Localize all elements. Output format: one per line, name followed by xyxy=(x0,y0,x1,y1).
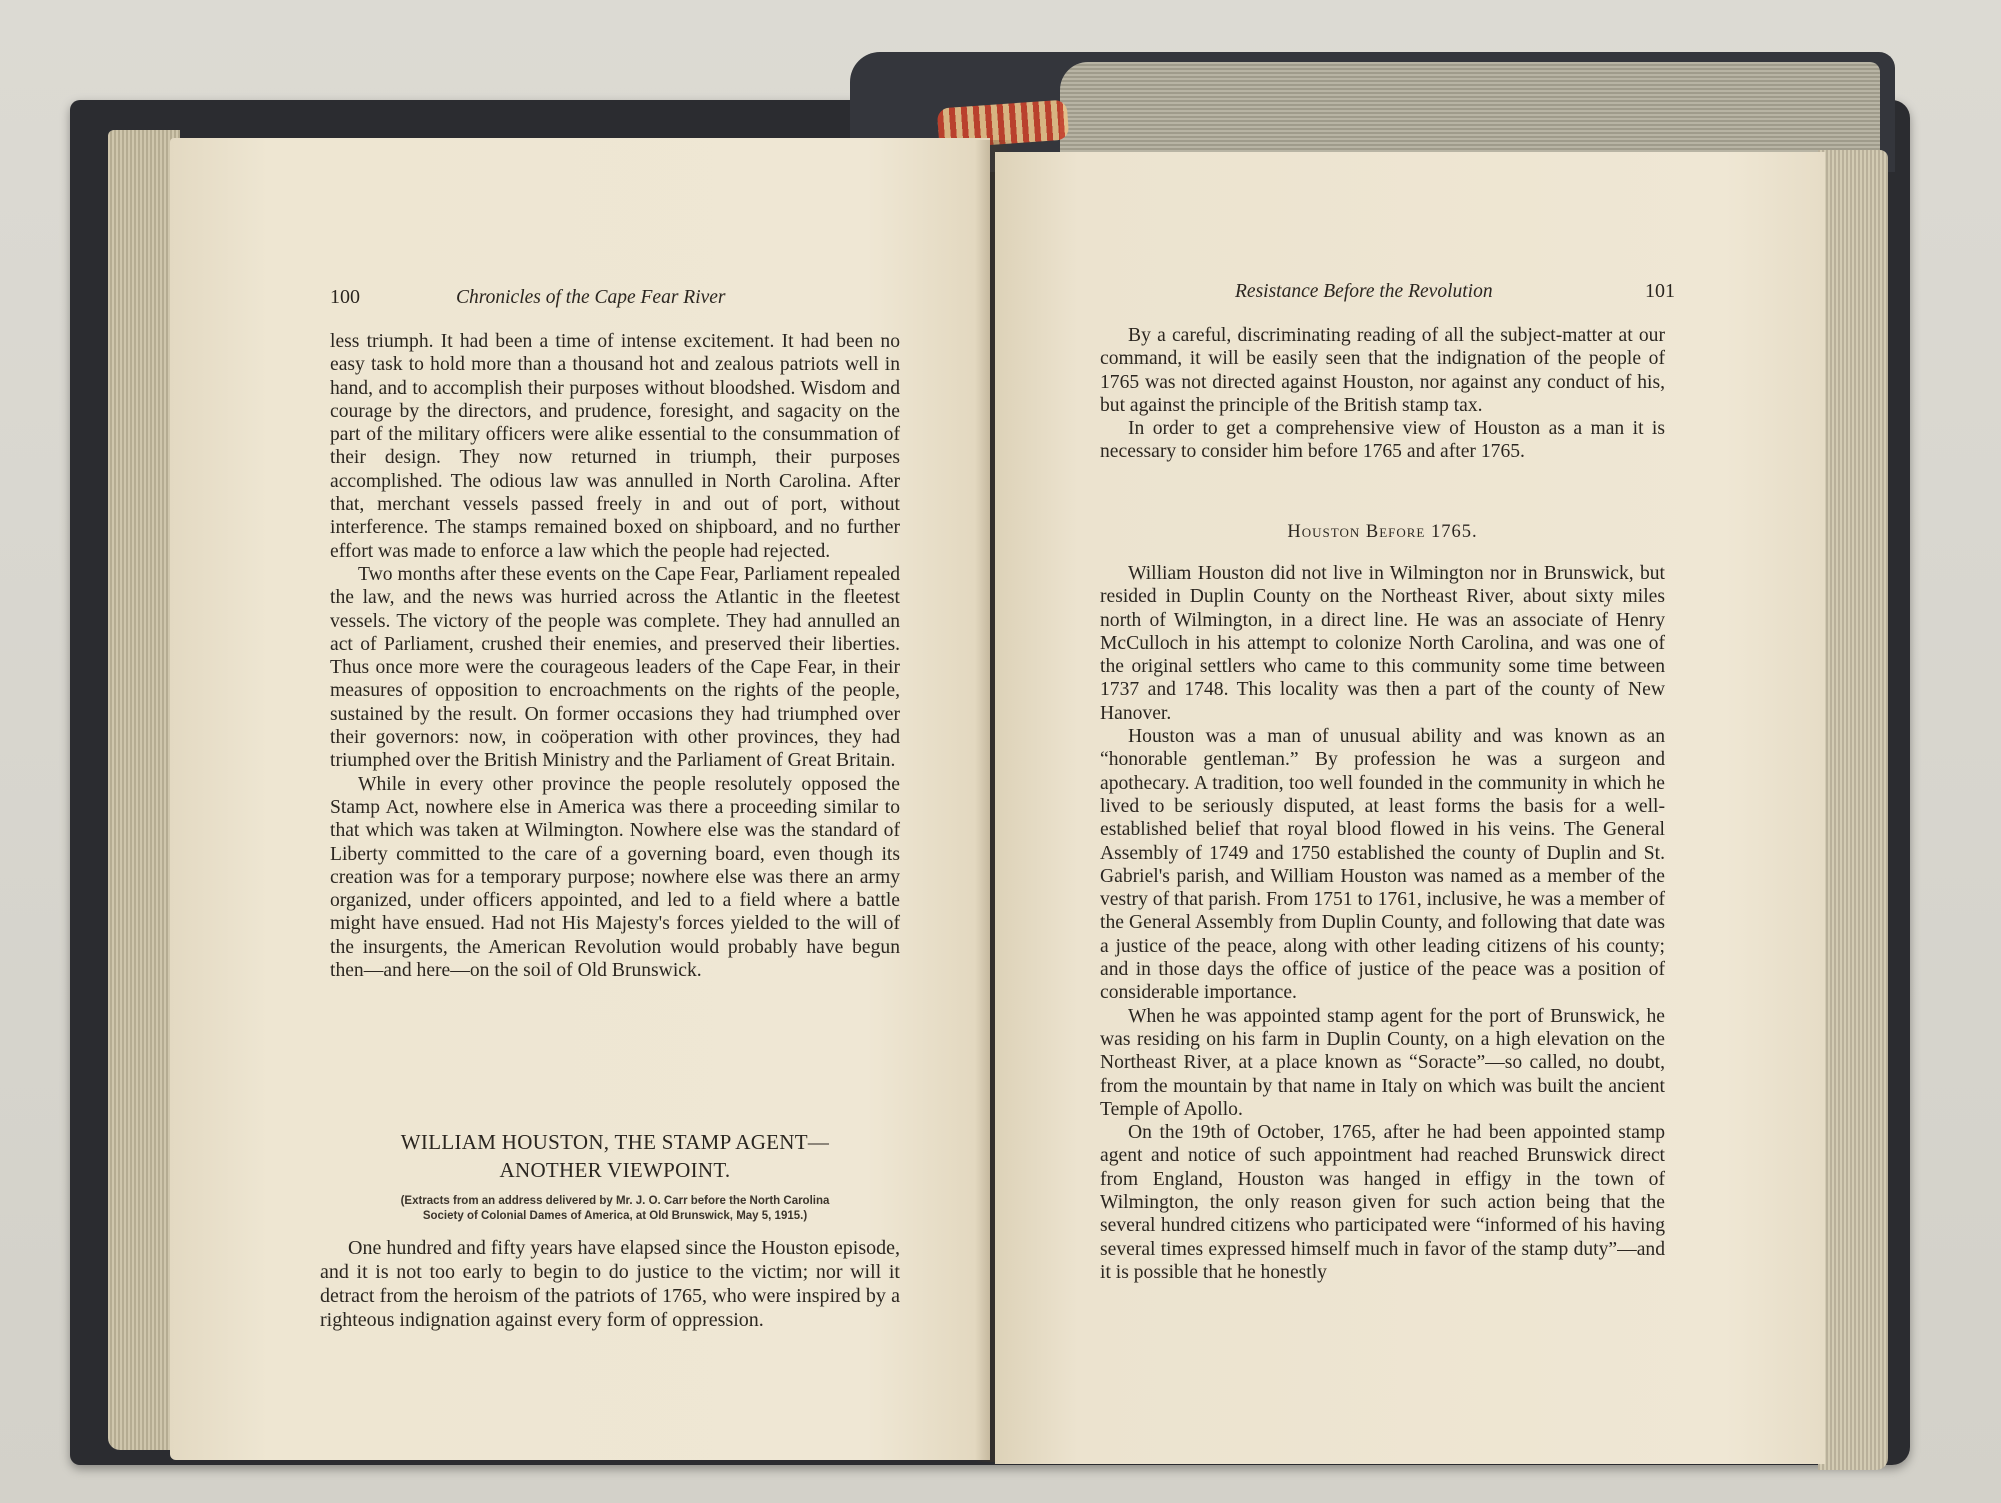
right-paragraph-1: William Houston did not live in Wilmington nor in Brunswick, but resided in Duplin County on the Northeast River, about sixty miles north of Wilmington, in a direct line. He was an associate of Henry McCulloch in his attempt to colonize North Carolina, and was one of the original settlers who came to this community some time between 1737 and 1748. This locality was then a part of the county of New Hanover. xyxy=(1100,563,1665,724)
left-body-text xyxy=(330,330,900,982)
left-paragraph-2: Two months after these events on the Cape Fear, Parliament repealed the law, and the news was hurried across the Atlantic in the fleetest vessels. The victory of the people was complete. They had annulled an act of Parliament, crushed their enemies, and preserved their liberties. Thus once more were the courageous leaders of the Cape Fear, in their measures of opposition to encroachments on the rights of the people, sustained by the result. On former occasions they had triumphed over their governors: now, in coöperation with other provinces, they had triumphed over the British Ministry and the Parliament of Great Britain. xyxy=(330,563,900,772)
left-page-number: 100 xyxy=(330,286,360,308)
subheading: Houston Before 1765. xyxy=(1287,522,1478,542)
right-intro-paragraph-2: In order to get a comprehensive view of Houston as a man it is necessary to consider him before 1765 and after 1765. xyxy=(1100,418,1665,463)
left-closing-paragraph: One hundred and fifty years have elapsed since the Houston episode, and it is not too early to begin to do justice to the victim; nor will it detract from the heroism of the patriots of 1765, who were inspired by a righteous indignation against every form of oppression. xyxy=(320,1237,900,1331)
right-page-number: 101 xyxy=(1645,280,1675,302)
extract-note-line-1: (Extracts from an address delivered by Mr. J. O. Carr before the North Carolina xyxy=(400,1195,830,1207)
section-title-line-1: WILLIAM HOUSTON, THE STAMP AGENT— xyxy=(400,1130,830,1154)
left-running-head: Chronicles of the Cape Fear River xyxy=(456,287,726,308)
left-page-header xyxy=(330,286,970,309)
right-paragraph-2: Houston was a man of unusual ability and was known as an “honorable gentleman.” By profession he was a surgeon and apothecary. A tradition, too well founded in the community in which he lived to be seriously disputed, at least forms the basis for a well-established belief that royal blood flowed in his veins. The General Assembly of 1749 and 1750 established the county of Duplin and St. Gabriel's parish, and William Houston was named as a member of the vestry of that parish. From 1751 to 1761, inclusive, he was a member of the General Assembly from Duplin County, and following that date was a justice of the peace, along with other leading citizens of his county; and in those days the office of justice of the peace was a position of considerable importance. xyxy=(1100,726,1665,1004)
right-intro-paragraph-1: By a careful, discriminating reading of all the subject-matter at our command, it will be easily seen that the indignation of the people of 1765 was not directed against Houston, nor against any conduct of his, but against the principle of the British stamp tax. xyxy=(1100,325,1665,416)
right-paragraph-3: When he was appointed stamp agent for the port of Brunswick, he was residing on his farm in Duplin County, on a high elevation on the Northeast River, at a place known as “Soracte”—so called, no doubt, from the mountain by that name in Italy on which was built the ancient Temple of Apollo. xyxy=(1100,1005,1665,1120)
left-paragraph-1: less triumph. It had been a time of intense excitement. It had been no easy task to hold more than a thousand hot and zealous patriots well in hand, and to accomplish their purposes without bloodshed. Wisdom and courage by the directors, and prudence, foresight, and sagacity on the part of the military officers were alike essential to the consummation of their design. They now returned in triumph, their purposes accomplished. The odious law was annulled in North Carolina. After that, merchant vessels passed freely in and out of port, without interference. The stamps remained boxed on shipboard, and no further effort was made to enforce a law which the people had rejected. xyxy=(330,331,900,562)
left-paragraph-3: While in every other province the people resolutely opposed the Stamp Act, nowhere else in America was there a proceeding similar to that which was taken at Wilmington. Nowhere else was the standard of Liberty committed to the care of a governing board, even though its creation was for a temporary purpose; nowhere else was there an army organized, under officers appointed, and led to a field where a battle might have ensued. Had not His Majesty's forces yielded to the will of the insurgents, the American Revolution would probably have begun then—and here—on the soil of Old Brunswick. xyxy=(330,773,900,982)
right-running-head: Resistance Before the Revolution xyxy=(1235,281,1493,302)
page-block-right-edge xyxy=(1818,150,1888,1470)
page-block-top-edge xyxy=(1060,62,1880,154)
extract-note xyxy=(330,1194,900,1224)
section-title xyxy=(330,1128,900,1184)
left-closing-text xyxy=(320,1236,900,1332)
right-paragraph-4: On the 19th of October, 1765, after he had been appointed stamp agent and notice of such appointment had reached Brunswick direct from England, Houston was hanged in effigy in the town of Wilmington, the only reason given for such action being that the several hundred citizens who participated were “informed of his having several times expressed himself much in favor of the stamp duty”—and it is possible that he honestly xyxy=(1100,1122,1665,1283)
right-page xyxy=(995,152,1825,1464)
right-body-text xyxy=(1100,562,1665,1284)
extract-note-line-2: Society of Colonial Dames of America, at Old Brunswick, May 5, 1915.) xyxy=(422,1210,808,1222)
section-title-line-2: ANOTHER VIEWPOINT. xyxy=(499,1158,731,1182)
right-page-header xyxy=(1235,280,1675,303)
right-intro-text xyxy=(1100,324,1665,464)
left-page xyxy=(170,138,990,1460)
